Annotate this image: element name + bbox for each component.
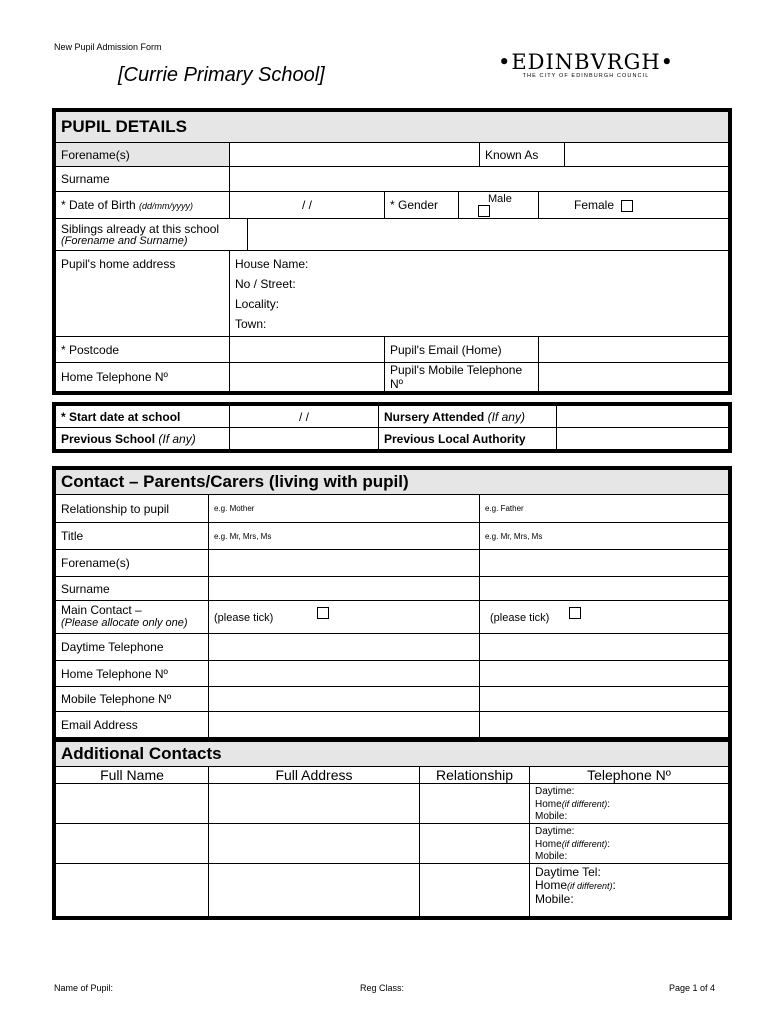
male-label: Male [488,192,512,205]
prev-authority-label: Previous Local Authority [379,428,557,450]
council-logo [497,50,675,79]
relationship-field-2[interactable]: e.g. Father [480,495,729,523]
female-label: Female [574,198,615,212]
home-label-1: Home(if different): [535,799,610,810]
start-date-slashes: / / [298,409,309,424]
col-telephone: Telephone Nº [530,767,729,784]
dob-slashes: / / [301,198,312,212]
main-contact-label: Main Contact – [61,603,142,617]
town-label: Town: [235,317,267,331]
mobile-label-2: Mobile: [535,851,568,862]
prev-authority-field[interactable] [557,428,729,450]
male-checkbox[interactable] [478,205,490,217]
dob-label: * Date of Birth [61,198,136,212]
additional-telephone-2[interactable] [530,824,729,864]
dob-label-cell [56,192,230,219]
start-date-star: * [61,409,66,424]
please-tick-1: (please tick) [214,612,274,624]
contact-mobile-tel-field-2[interactable] [480,687,729,712]
additional-contacts-section [52,738,732,920]
daytime-tel-label: Daytime Telephone [56,634,209,661]
mobile-tel-field[interactable] [539,363,729,392]
additional-address-3[interactable] [209,864,420,917]
contact-home-tel-field-2[interactable] [480,661,729,687]
email-home-field[interactable] [539,337,729,363]
siblings-field[interactable] [248,219,729,251]
female-checkbox[interactable] [621,200,633,212]
contact-surname-field-1[interactable] [209,577,480,601]
contact-heading: Contact – Parents/Carers (living with pupil) [56,470,729,495]
logo-wordmark: •EDINBVRGH• [497,50,675,74]
forename-label: Forename(s) [56,143,230,167]
logo-subtitle: THE CITY OF EDINBURGH COUNCIL [522,73,650,79]
contact-forename-label: Forename(s) [56,550,209,577]
locality-label: Locality: [235,297,280,311]
postcode-label: * Postcode [56,337,230,363]
contact-surname-field-2[interactable] [480,577,729,601]
title-field-1[interactable]: e.g. Mr, Mrs, Ms [209,523,480,550]
known-as-field[interactable] [565,143,729,167]
footer-page-number: Page 1 of 4 [669,983,716,993]
nursery-field[interactable] [557,406,729,428]
prev-school-field[interactable] [230,428,379,450]
contact-forename-field-2[interactable] [480,550,729,577]
contact-surname-label: Surname [56,577,209,601]
mobile-label-3: Mobile: [535,892,574,906]
nursery-hint: (If any) [487,409,525,424]
pupil-details-section [52,108,732,395]
additional-telephone-1[interactable] [530,784,729,824]
school-history-section [52,402,732,453]
daytime-tel-field-2[interactable] [480,634,729,661]
relationship-label: Relationship to pupil [56,495,209,523]
main-contact-checkbox-2[interactable] [569,607,581,619]
col-relationship: Relationship [420,767,530,784]
additional-address-1[interactable] [209,784,420,824]
pupil-details-heading: PUPIL DETAILS [56,112,729,143]
contact-email-label: Email Address [56,712,209,738]
form-title: New Pupil Admission Form [54,42,162,52]
main-contact-label-cell [56,601,209,634]
main-contact-hint: (Please allocate only one) [61,617,188,629]
street-label: No / Street: [235,277,296,291]
additional-relationship-1[interactable] [420,784,530,824]
additional-name-2[interactable] [56,824,209,864]
gender-label: * Gender [385,192,459,219]
email-home-label: Pupil's Email (Home) [385,337,539,363]
contact-section [52,466,732,741]
mobile-tel-label: Pupil's Mobile Telephone Nº [385,363,539,392]
title-field-2[interactable]: e.g. Mr, Mrs, Ms [480,523,729,550]
postcode-field[interactable] [230,337,385,363]
house-name-label: House Name: [235,257,309,271]
additional-relationship-3[interactable] [420,864,530,917]
additional-name-3[interactable] [56,864,209,917]
home-tel-label: Home Telephone Nº [56,363,230,392]
siblings-label: Siblings already at this school [61,221,220,236]
additional-contacts-heading: Additional Contacts [56,742,729,767]
additional-name-1[interactable] [56,784,209,824]
contact-home-tel-field-1[interactable] [209,661,480,687]
home-label-3: Home(if different): [535,878,616,892]
contact-forename-field-1[interactable] [209,550,480,577]
additional-relationship-2[interactable] [420,824,530,864]
forename-field[interactable] [230,143,480,167]
col-full-name: Full Name [56,767,209,784]
relationship-field-1[interactable]: e.g. Mother [209,495,480,523]
main-contact-checkbox-1[interactable] [317,607,329,619]
prev-school-label-cell [56,428,230,450]
prev-school-hint: (If any) [158,431,196,446]
start-date-label: Start date at school [69,409,181,424]
start-date-label-cell [56,406,230,428]
footer-reg-class: Reg Class: [360,983,405,993]
main-contact-option-1[interactable] [209,601,480,634]
contact-email-field-1[interactable] [209,712,480,738]
dob-field[interactable] [230,192,385,219]
col-full-address: Full Address [209,767,420,784]
contact-home-tel-label: Home Telephone Nº [56,661,209,687]
contact-mobile-tel-field-1[interactable] [209,687,480,712]
contact-mobile-tel-label: Mobile Telephone Nº [56,687,209,712]
prev-school-label: Previous School [61,431,156,446]
daytime-label-2: Daytime: [535,826,575,837]
additional-address-2[interactable] [209,824,420,864]
nursery-label-cell [379,406,557,428]
dob-hint: (dd/mm/yyyy) [139,201,194,211]
contact-email-field-2[interactable] [480,712,729,738]
daytime-tel-label-3: Daytime Tel: [535,865,601,879]
home-tel-field[interactable] [230,363,385,392]
please-tick-2: (please tick) [490,612,550,624]
title-label: Title [56,523,209,550]
daytime-label-1: Daytime: [535,786,575,797]
female-option[interactable] [539,192,729,219]
known-as-label: Known As [480,143,565,167]
male-option[interactable] [459,192,539,219]
nursery-label: Nursery Attended [384,409,485,424]
mobile-label-1: Mobile: [535,811,568,822]
start-date-field[interactable] [230,406,379,428]
surname-label: Surname [56,167,230,192]
siblings-label-cell [56,219,248,251]
home-label-2: Home(if different): [535,839,610,850]
surname-field[interactable] [230,167,729,192]
siblings-hint: (Forename and Surname) [61,234,188,247]
additional-telephone-3[interactable] [530,864,729,917]
home-address-field[interactable] [230,251,729,337]
footer-pupil-name: Name of Pupil: [54,983,114,993]
daytime-tel-field-1[interactable] [209,634,480,661]
home-address-label: Pupil's home address [56,251,230,337]
main-contact-option-2[interactable] [480,601,729,634]
school-name: [Currie Primary School] [118,64,325,86]
